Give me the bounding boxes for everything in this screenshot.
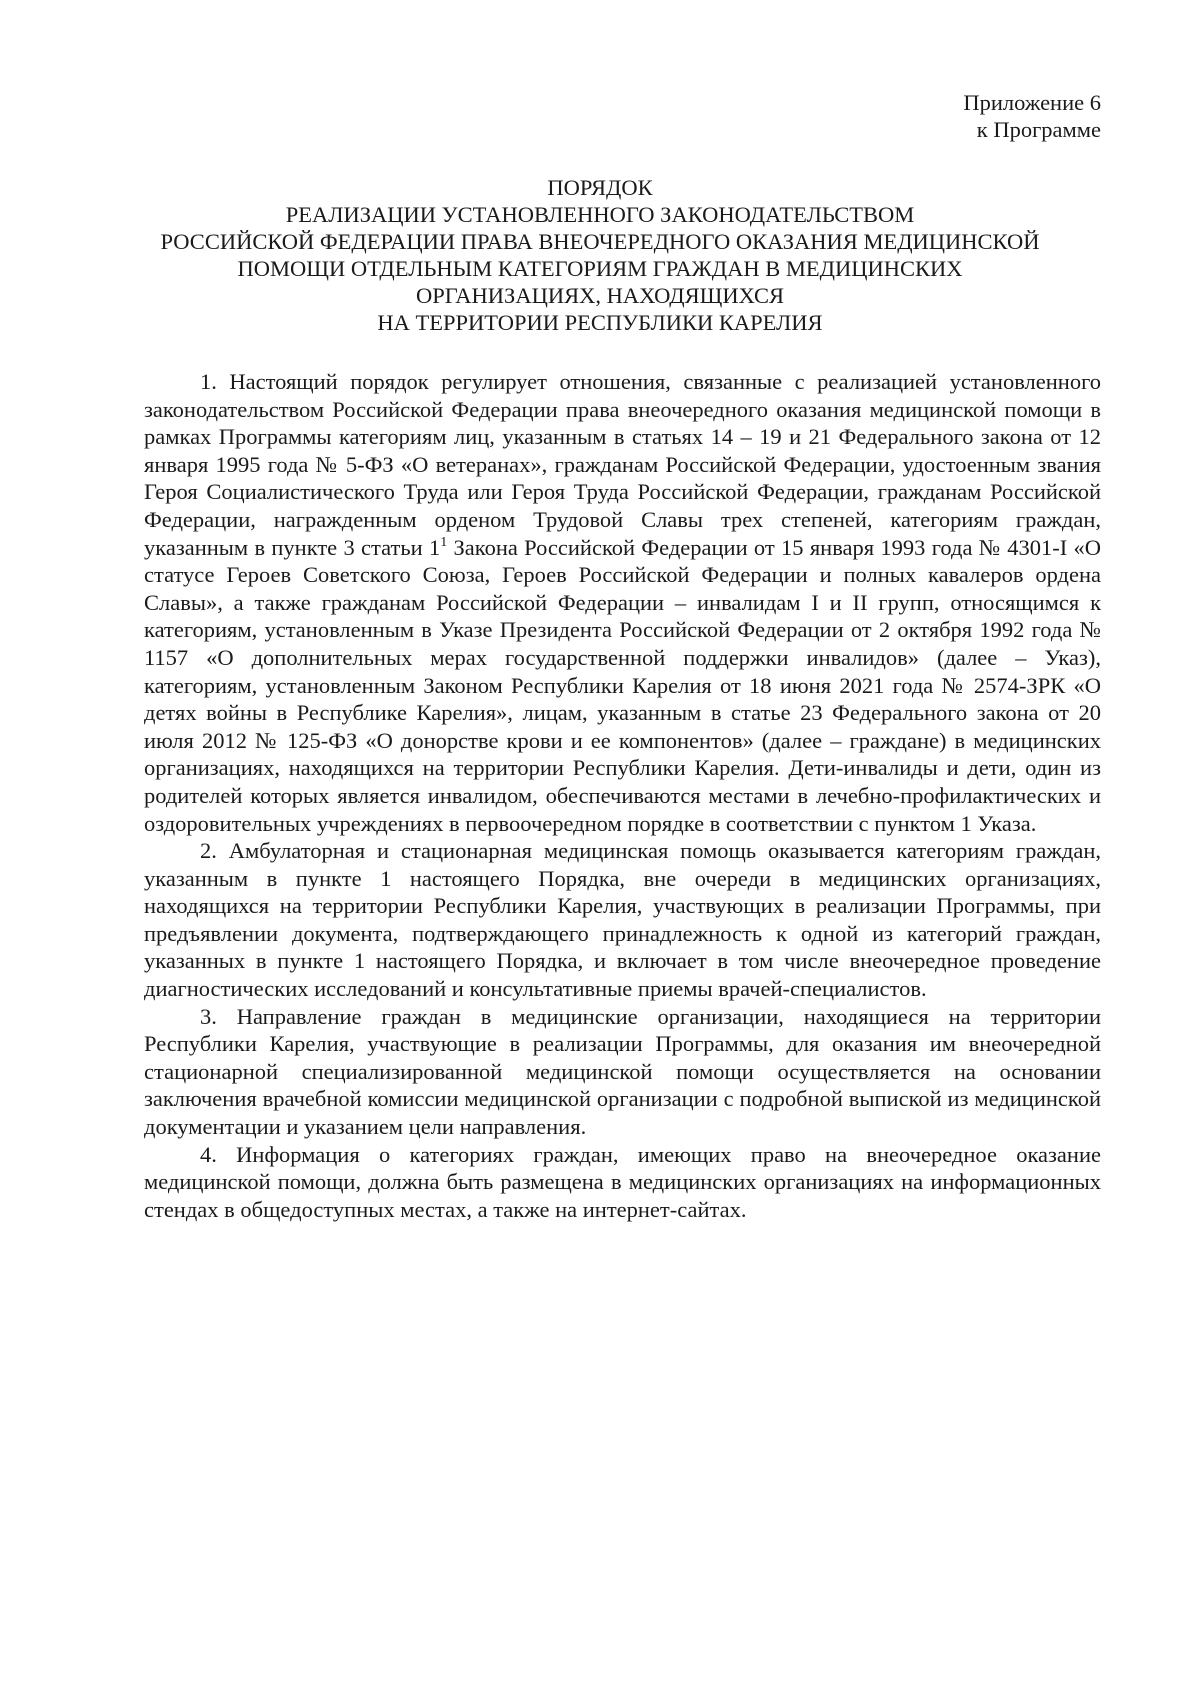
paragraph-1-text-part2: Закона Российской Федерации от 15 января 1993 года № 4301-I «О статусе Героев Советского Союза, Героев Российской Федерации и полных кавалеров ордена Славы», а также гражданам Российской Федерации – инвалидам I и II групп, относящимся к категориям, установленным в Указе Президента Российской Федерации от 2 октября 1992 года № 1157 «О дополнительных мерах государственной поддержки инвалидов» (далее – Указ), категориям, установленным Законом Республики Карелия от 18 июня 2021 года № 2574-ЗРК «О детях войны в Республике Карелия», лицам, указанным в статье 23 Федерального закона от 20 июля 2012 № 125-ФЗ «О донорстве крови и ее компонентов» (далее – граждане) в медицинских организациях, находящихся на территории Республики Карелия. Дети-инвалиды и дети, один из родителей которых является инвалидом, обеспечиваются местами в лечебно-профилактических и оздоровительных учреждениях в первоочередном порядке в соответствии с пунктом 1 Указа.: [144, 534, 1101, 836]
document-title: [100, 174, 1100, 336]
title-line: ОРГАНИЗАЦИЯХ, НАХОДЯЩИХСЯ: [415, 283, 785, 308]
annex-reference: к Программе: [976, 117, 1101, 142]
paragraph-1-text-part1: 1. Настоящий порядок регулирует отношения, связанные с реализацией установленного законодательством Российской Федерации права внеочередного оказания медицинской помощи в рамках Программы категориям лиц, указанным в статьях 14 – 19 и 21 Федерального закона от 12 января 1995 года № 5-ФЗ «О ветеранах», гражданам Российской Федерации, удостоенным звания Героя Социалистического Труда или Героя Труда Российской Федерации, гражданам Российской Федерации, награжденным орденом Трудовой Славы трех степеней, категориям граждан, указанным в пункте 3 статьи 1: [144, 369, 1101, 560]
document-body: [144, 368, 1101, 1223]
superscript-1: 1: [440, 534, 448, 550]
title-line: РОССИЙСКОЙ ФЕДЕРАЦИИ ПРАВА ВНЕОЧЕРЕДНОГО ОКАЗАНИЯ МЕДИЦИНСКОЙ: [160, 229, 1040, 254]
title-line: ПОРЯДОК: [547, 175, 653, 200]
paragraph-1: [144, 368, 1101, 837]
annex-header: [963, 89, 1101, 143]
paragraph-4: 4. Информация о категориях граждан, имеющих право на внеочередное оказание медицинской помощи, должна быть размещена в медицинских организациях на информационных стендах в общедоступных местах, а также на интернет-сайтах.: [144, 1141, 1101, 1222]
paragraph-2: 2. Амбулаторная и стационарная медицинская помощь оказывается категориям граждан, указанным в пункте 1 настоящего Порядка, вне очереди в медицинских организациях, находящихся на территории Республики Карелия, участвующих в реализации Программы, при предъявлении документа, подтверждающего принадлежность к одной из категорий граждан, указанных в пункте 1 настоящего Порядка, и включает в том числе внеочередное проведение диагностических исследований и консультативные приемы врачей-специалистов.: [144, 838, 1101, 1002]
annex-number: Приложение 6: [963, 90, 1101, 115]
title-line: РЕАЛИЗАЦИИ УСТАНОВЛЕННОГО ЗАКОНОДАТЕЛЬСТВОМ: [285, 202, 915, 227]
title-line: НА ТЕРРИТОРИИ РЕСПУБЛИКИ КАРЕЛИЯ: [377, 310, 823, 335]
paragraph-3: 3. Направление граждан в медицинские организации, находящиеся на территории Республики Карелия, участвующие в реализации Программы, для оказания им внеочередной стационарной специализированной медицинской помощи осуществляется на основании заключения врачебной комиссии медицинской организации с подробной выпиской из медицинской документации и указанием цели направления.: [144, 1003, 1101, 1140]
title-line: ПОМОЩИ ОТДЕЛЬНЫМ КАТЕГОРИЯМ ГРАЖДАН В МЕДИЦИНСКИХ: [237, 256, 963, 281]
